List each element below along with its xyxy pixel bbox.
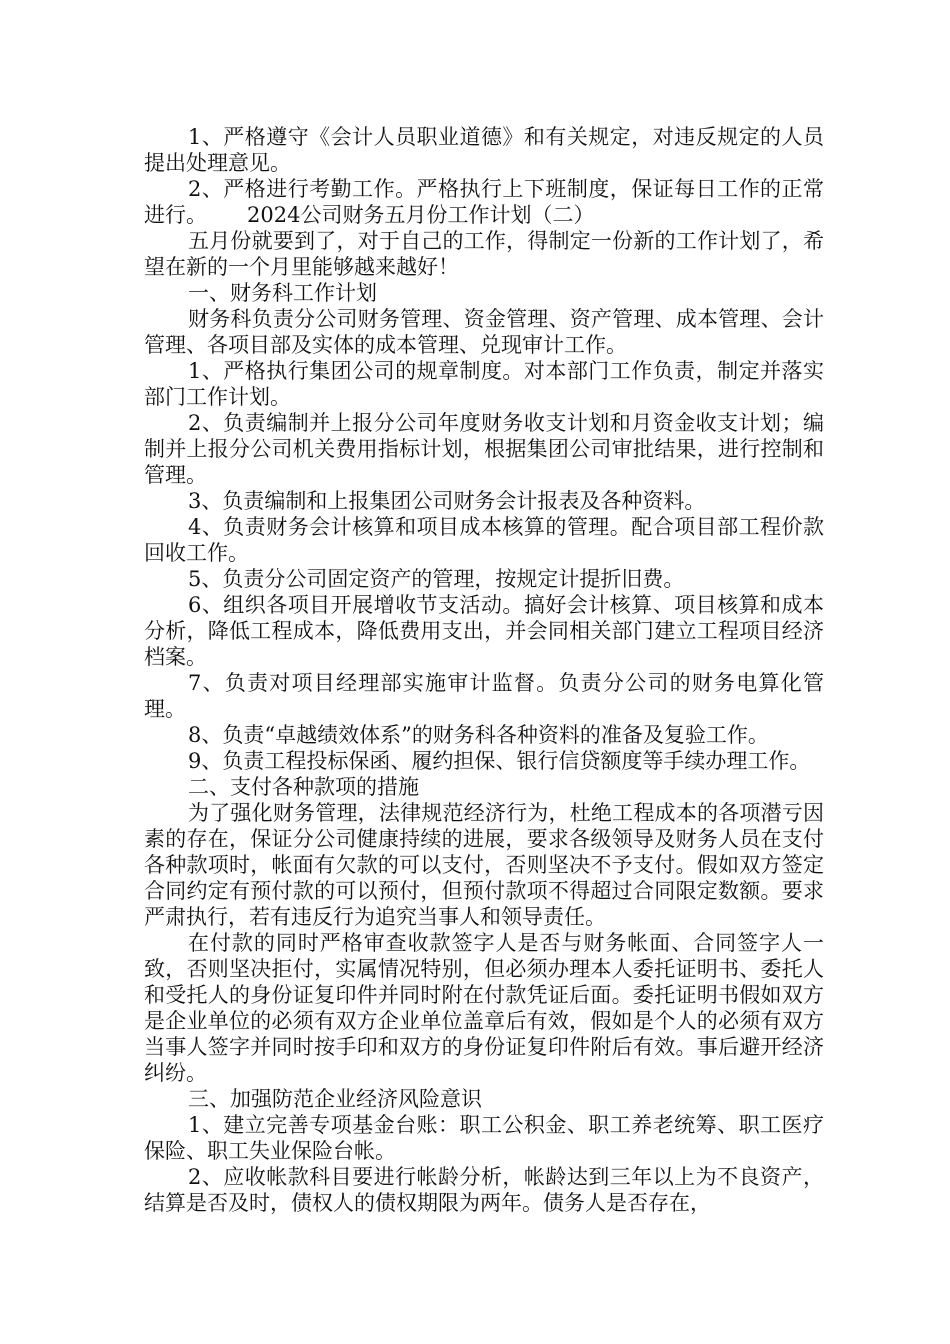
section-heading-3: 三、加强防范企业经济风险意识 xyxy=(188,1087,482,1111)
risk-item-2: 2、应收帐款科目要进行帐龄分析，帐龄达到三年以上为不良资产，结算是否及时，债权人的债权期限为两年。债务人是否存在， xyxy=(144,1165,824,1215)
list-item-8: 8、负责“卓越绩效体系”的财务科各种资料的准备及复验工作。 xyxy=(188,723,769,747)
risk-item-1: 1、建立完善专项基金台账：职工公积金、职工养老统筹、职工医疗保险、职工失业保险台帐。 xyxy=(144,1113,824,1163)
list-item-9: 9、负责工程投标保函、履约担保、银行信贷额度等手续办理工作。 xyxy=(188,749,811,773)
document-title: 2024公司财务五月份工作计划（二） xyxy=(247,203,595,227)
document-body xyxy=(144,124,824,1216)
list-item-6: 6、组织各项目开展增收节支活动。搞好会计核算、项目核算和成本分析，降低工程成本，降低费用支出，并会同相关部门建立工程项目经济档案。 xyxy=(144,593,824,669)
list-item-5: 5、负责分公司固定资产的管理，按规定计提折旧费。 xyxy=(188,567,685,591)
paragraph-3: 五月份就要到了，对于自己的工作，得制定一份新的工作计划了，希望在新的一个月里能够越来越好！ xyxy=(144,229,824,279)
paragraph-2-text: 2、严格进行考勤工作。严格执行上下班制度，保证每日工作的正常进行。 xyxy=(144,177,824,227)
section-heading-1: 一、财务科工作计划 xyxy=(188,281,377,305)
paragraph-1: 1、严格遵守《会计人员职业道德》和有关规定，对违反规定的人员提出处理意见。 xyxy=(144,125,824,175)
section-heading-2: 二、支付各种款项的措施 xyxy=(188,775,419,799)
list-item-4: 4、负责财务会计核算和项目成本核算的管理。配合项目部工程价款回收工作。 xyxy=(144,515,824,565)
list-item-7: 7、负责对项目经理部实施审计监督。负责分公司的财务电算化管理。 xyxy=(144,671,824,721)
paragraph-payment-1: 为了强化财务管理，法律规范经济行为，杜绝工程成本的各项潜亏因素的存在，保证分公司健康持续的进展，要求各级领导及财务人员在支付各种款项时，帐面有欠款的可以支付，否则坚决不予支付。假如双方签定合同约定有预付款的可以预付，但预付款项不得超过合同限定数额。要求严肃执行，若有违反行为追究当事人和领导责任。 xyxy=(144,801,824,929)
list-item-3: 3、负责编制和上报集团公司财务会计报表及各种资料。 xyxy=(188,489,706,513)
list-item-2: 2、负责编制并上报分公司年度财务收支计划和月资金收支计划；编制并上报分公司机关费用指标计划，根据集团公司审批结果，进行控制和管理。 xyxy=(144,411,824,487)
list-item-1: 1、严格执行集团公司的规章制度。对本部门工作负责，制定并落实部门工作计划。 xyxy=(144,359,824,409)
paragraph-5: 财务科负责分公司财务管理、资金管理、资产管理、成本管理、会计管理、各项目部及实体的成本管理、兑现审计工作。 xyxy=(144,307,824,357)
paragraph-payment-2: 在付款的同时严格审查收款签字人是否与财务帐面、合同签字人一致，否则坚决拒付，实属情况特别，但必须办理本人委托证明书、委托人和受托人的身份证复印件并同时附在付款凭证后面。委托证明书假如双方是企业单位的必须有双方企业单位盖章后有效，假如是个人的必须有双方当事人签字并同时按手印和双方的身份证复印件附后有效。事后避开经济纠纷。 xyxy=(144,931,824,1085)
paragraph-2 xyxy=(144,176,824,228)
